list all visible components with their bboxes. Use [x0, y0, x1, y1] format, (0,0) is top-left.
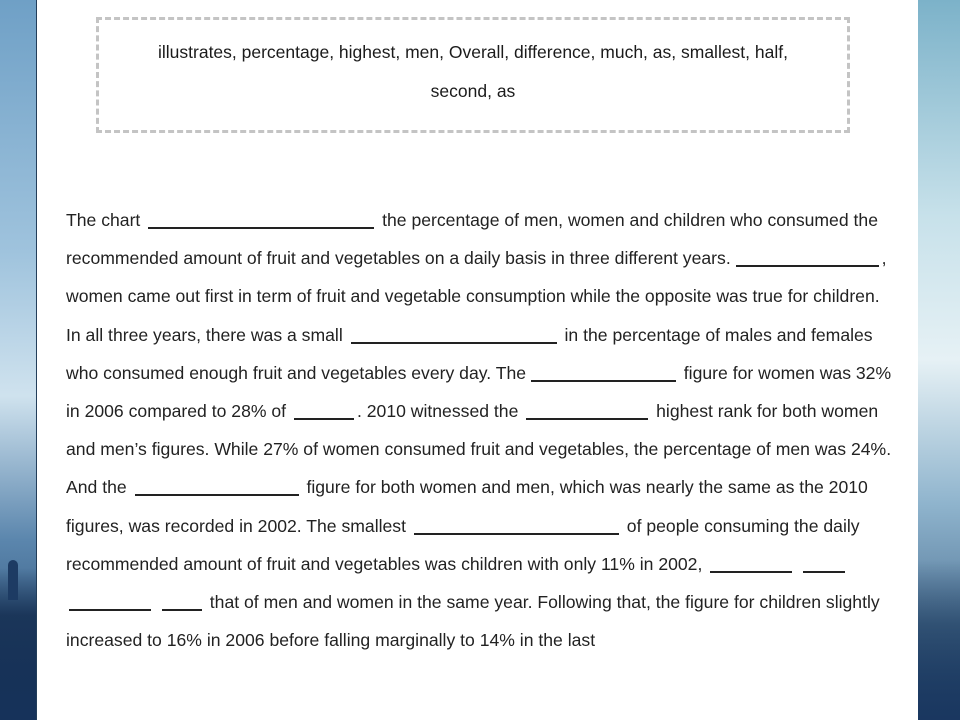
- passage-segment: that of men and women in the same year. Following that, the figure for children slightly increased to 16% in 2006 before falling marginally to 14% in the last: [66, 592, 885, 651]
- passage-segment: , women came out first in term of fruit and vegetable consumption while the opposite was true for children. In all three years, there was a small: [66, 248, 892, 345]
- city-skyline-image-left: [0, 530, 36, 720]
- worksheet-page: [37, 0, 918, 720]
- blank-5[interactable]: [294, 400, 354, 420]
- blank-10[interactable]: [803, 553, 845, 573]
- blank-9[interactable]: [710, 553, 792, 573]
- passage-text: [66, 201, 896, 659]
- passage-segment: . 2010 witnessed the: [356, 401, 519, 422]
- passage-segment: highest rank for both women and men’s figures. While 27% of women consumed fruit and vegetables, the percentage of men was 24%. And the: [66, 401, 896, 498]
- passage-segment: The chart: [66, 210, 141, 230]
- blank-1[interactable]: [148, 209, 374, 229]
- passage-segment: figure for both women and men, which was nearly the same as the 2010 figures, was recorded in 2002. The smallest: [66, 477, 873, 536]
- passage-segment: the percentage of men, women and children who consumed the recommended amount of fruit and vegetables on a daily basis in three different years.: [66, 210, 883, 269]
- word-bank-line-1: illustrates, percentage, highest, men, Overall, difference, much, as, smallest, half,: [158, 42, 788, 62]
- word-bank-line-2: second, as: [430, 81, 516, 101]
- word-bank-box: [96, 17, 850, 133]
- blank-8[interactable]: [414, 515, 619, 535]
- passage-segment: in the percentage of males and females who consumed enough fruit and vegetables every day. The: [66, 324, 878, 383]
- passage-segment: of people consuming the daily recommended amount of fruit and vegetables was children with only 11% in 2002,: [66, 515, 865, 574]
- blank-12[interactable]: [162, 591, 202, 611]
- blank-2[interactable]: [736, 247, 879, 267]
- blank-7[interactable]: [135, 476, 299, 496]
- blank-4[interactable]: [531, 362, 676, 382]
- blank-3[interactable]: [351, 324, 557, 344]
- blank-6[interactable]: [526, 400, 648, 420]
- passage-segment: figure for women was 32% in 2006 compared to 28% of: [66, 362, 896, 422]
- city-skyline-image-right: [916, 560, 960, 720]
- blank-11[interactable]: [69, 591, 151, 611]
